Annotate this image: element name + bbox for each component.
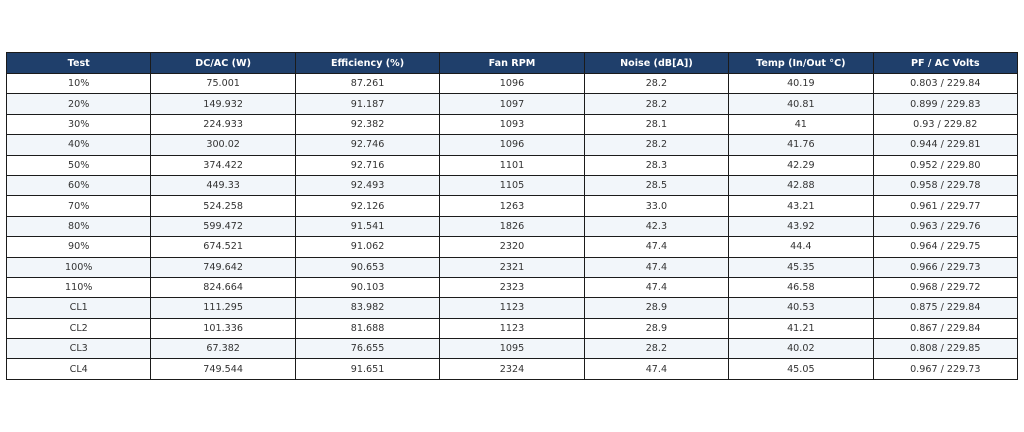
table-cell: 47.4 [584,237,728,257]
table-cell: 90.103 [295,277,439,297]
table-cell: 33.0 [584,196,728,216]
table-cell: 0.967 / 229.73 [873,359,1017,379]
table-row [7,94,1018,114]
table-cell: 0.968 / 229.72 [873,277,1017,297]
table-cell: 91.062 [295,237,439,257]
table-cell: 30% [7,114,151,134]
column-header: PF / AC Volts [873,53,1017,74]
table-cell: 46.58 [729,277,873,297]
table-row [7,339,1018,359]
table-row [7,318,1018,338]
table-cell: 149.932 [151,94,295,114]
table-cell: 20% [7,94,151,114]
table-cell: 47.4 [584,277,728,297]
table-cell: 28.2 [584,74,728,94]
table-cell: 674.521 [151,237,295,257]
table-cell: 28.9 [584,318,728,338]
table-cell: 1263 [440,196,584,216]
table-cell: 0.899 / 229.83 [873,94,1017,114]
table-cell: 92.382 [295,114,439,134]
table-cell: 92.126 [295,196,439,216]
table-cell: 1096 [440,74,584,94]
table-cell: 43.21 [729,196,873,216]
table-cell: 0.958 / 229.78 [873,175,1017,195]
table-cell: 100% [7,257,151,277]
table-cell: 75.001 [151,74,295,94]
table-row [7,277,1018,297]
table-cell: 0.966 / 229.73 [873,257,1017,277]
table-cell: 0.952 / 229.80 [873,155,1017,175]
table-cell: 70% [7,196,151,216]
psu-test-table [6,52,1018,380]
table-cell: 44.4 [729,237,873,257]
table-cell: 42.88 [729,175,873,195]
table-cell: 1097 [440,94,584,114]
table-cell: 90% [7,237,151,257]
table-cell: 0.944 / 229.81 [873,135,1017,155]
table-cell: 2320 [440,237,584,257]
table-cell: 1095 [440,339,584,359]
table-cell: 41.21 [729,318,873,338]
table-cell: 40.53 [729,298,873,318]
table-cell: 1826 [440,216,584,236]
table-cell: 1096 [440,135,584,155]
table-cell: 43.92 [729,216,873,236]
header-row [7,53,1018,74]
table-cell: 45.05 [729,359,873,379]
table-cell: 41 [729,114,873,134]
table-body [7,74,1018,380]
table-cell: 90.653 [295,257,439,277]
table-row [7,155,1018,175]
table-row [7,257,1018,277]
table-cell: CL4 [7,359,151,379]
table-cell: 28.9 [584,298,728,318]
table-cell: 0.803 / 229.84 [873,74,1017,94]
table-cell: 76.655 [295,339,439,359]
table-cell: 224.933 [151,114,295,134]
table-cell: 0.93 / 229.82 [873,114,1017,134]
table-cell: 1093 [440,114,584,134]
table-cell: 1123 [440,318,584,338]
table-cell: 2323 [440,277,584,297]
table-row [7,175,1018,195]
table-cell: 47.4 [584,359,728,379]
table-cell: 92.716 [295,155,439,175]
table-cell: 749.544 [151,359,295,379]
column-header: Test [7,53,151,74]
table-cell: 42.29 [729,155,873,175]
table-cell: 47.4 [584,257,728,277]
table-cell: 50% [7,155,151,175]
table-cell: 28.2 [584,135,728,155]
table-cell: 67.382 [151,339,295,359]
table-cell: 111.295 [151,298,295,318]
table-cell: 10% [7,74,151,94]
table-cell: 599.472 [151,216,295,236]
table-cell: 40.19 [729,74,873,94]
table-cell: 101.336 [151,318,295,338]
table-cell: 28.3 [584,155,728,175]
psu-test-table-container [6,52,1018,380]
table-cell: 91.541 [295,216,439,236]
table-cell: 2321 [440,257,584,277]
table-row [7,359,1018,379]
table-cell: 60% [7,175,151,195]
table-cell: 40% [7,135,151,155]
table-cell: 0.875 / 229.84 [873,298,1017,318]
table-cell: 1105 [440,175,584,195]
table-cell: 45.35 [729,257,873,277]
table-cell: 28.2 [584,339,728,359]
column-header: Temp (In/Out °C) [729,53,873,74]
table-row [7,196,1018,216]
table-cell: 28.5 [584,175,728,195]
table-cell: 81.688 [295,318,439,338]
table-cell: 40.02 [729,339,873,359]
table-cell: 42.3 [584,216,728,236]
table-header [7,53,1018,74]
table-cell: 0.867 / 229.84 [873,318,1017,338]
table-cell: 374.422 [151,155,295,175]
table-cell: 300.02 [151,135,295,155]
table-cell: CL2 [7,318,151,338]
table-cell: 1123 [440,298,584,318]
table-cell: CL1 [7,298,151,318]
table-row [7,216,1018,236]
table-cell: 41.76 [729,135,873,155]
table-cell: 28.2 [584,94,728,114]
table-cell: 28.1 [584,114,728,134]
table-cell: 92.493 [295,175,439,195]
table-row [7,298,1018,318]
table-cell: 0.963 / 229.76 [873,216,1017,236]
column-header: DC/AC (W) [151,53,295,74]
table-cell: 0.964 / 229.75 [873,237,1017,257]
table-row [7,237,1018,257]
column-header: Noise (dB[A]) [584,53,728,74]
table-cell: 40.81 [729,94,873,114]
column-header: Efficiency (%) [295,53,439,74]
column-header: Fan RPM [440,53,584,74]
table-cell: 449.33 [151,175,295,195]
table-cell: 87.261 [295,74,439,94]
table-cell: 80% [7,216,151,236]
table-cell: 824.664 [151,277,295,297]
table-row [7,74,1018,94]
table-cell: 2324 [440,359,584,379]
table-cell: 92.746 [295,135,439,155]
table-cell: 83.982 [295,298,439,318]
table-cell: 110% [7,277,151,297]
table-row [7,135,1018,155]
table-row [7,114,1018,134]
table-cell: 0.808 / 229.85 [873,339,1017,359]
table-cell: 749.642 [151,257,295,277]
table-cell: 0.961 / 229.77 [873,196,1017,216]
table-cell: 91.187 [295,94,439,114]
table-cell: 1101 [440,155,584,175]
table-cell: 524.258 [151,196,295,216]
table-cell: CL3 [7,339,151,359]
table-cell: 91.651 [295,359,439,379]
